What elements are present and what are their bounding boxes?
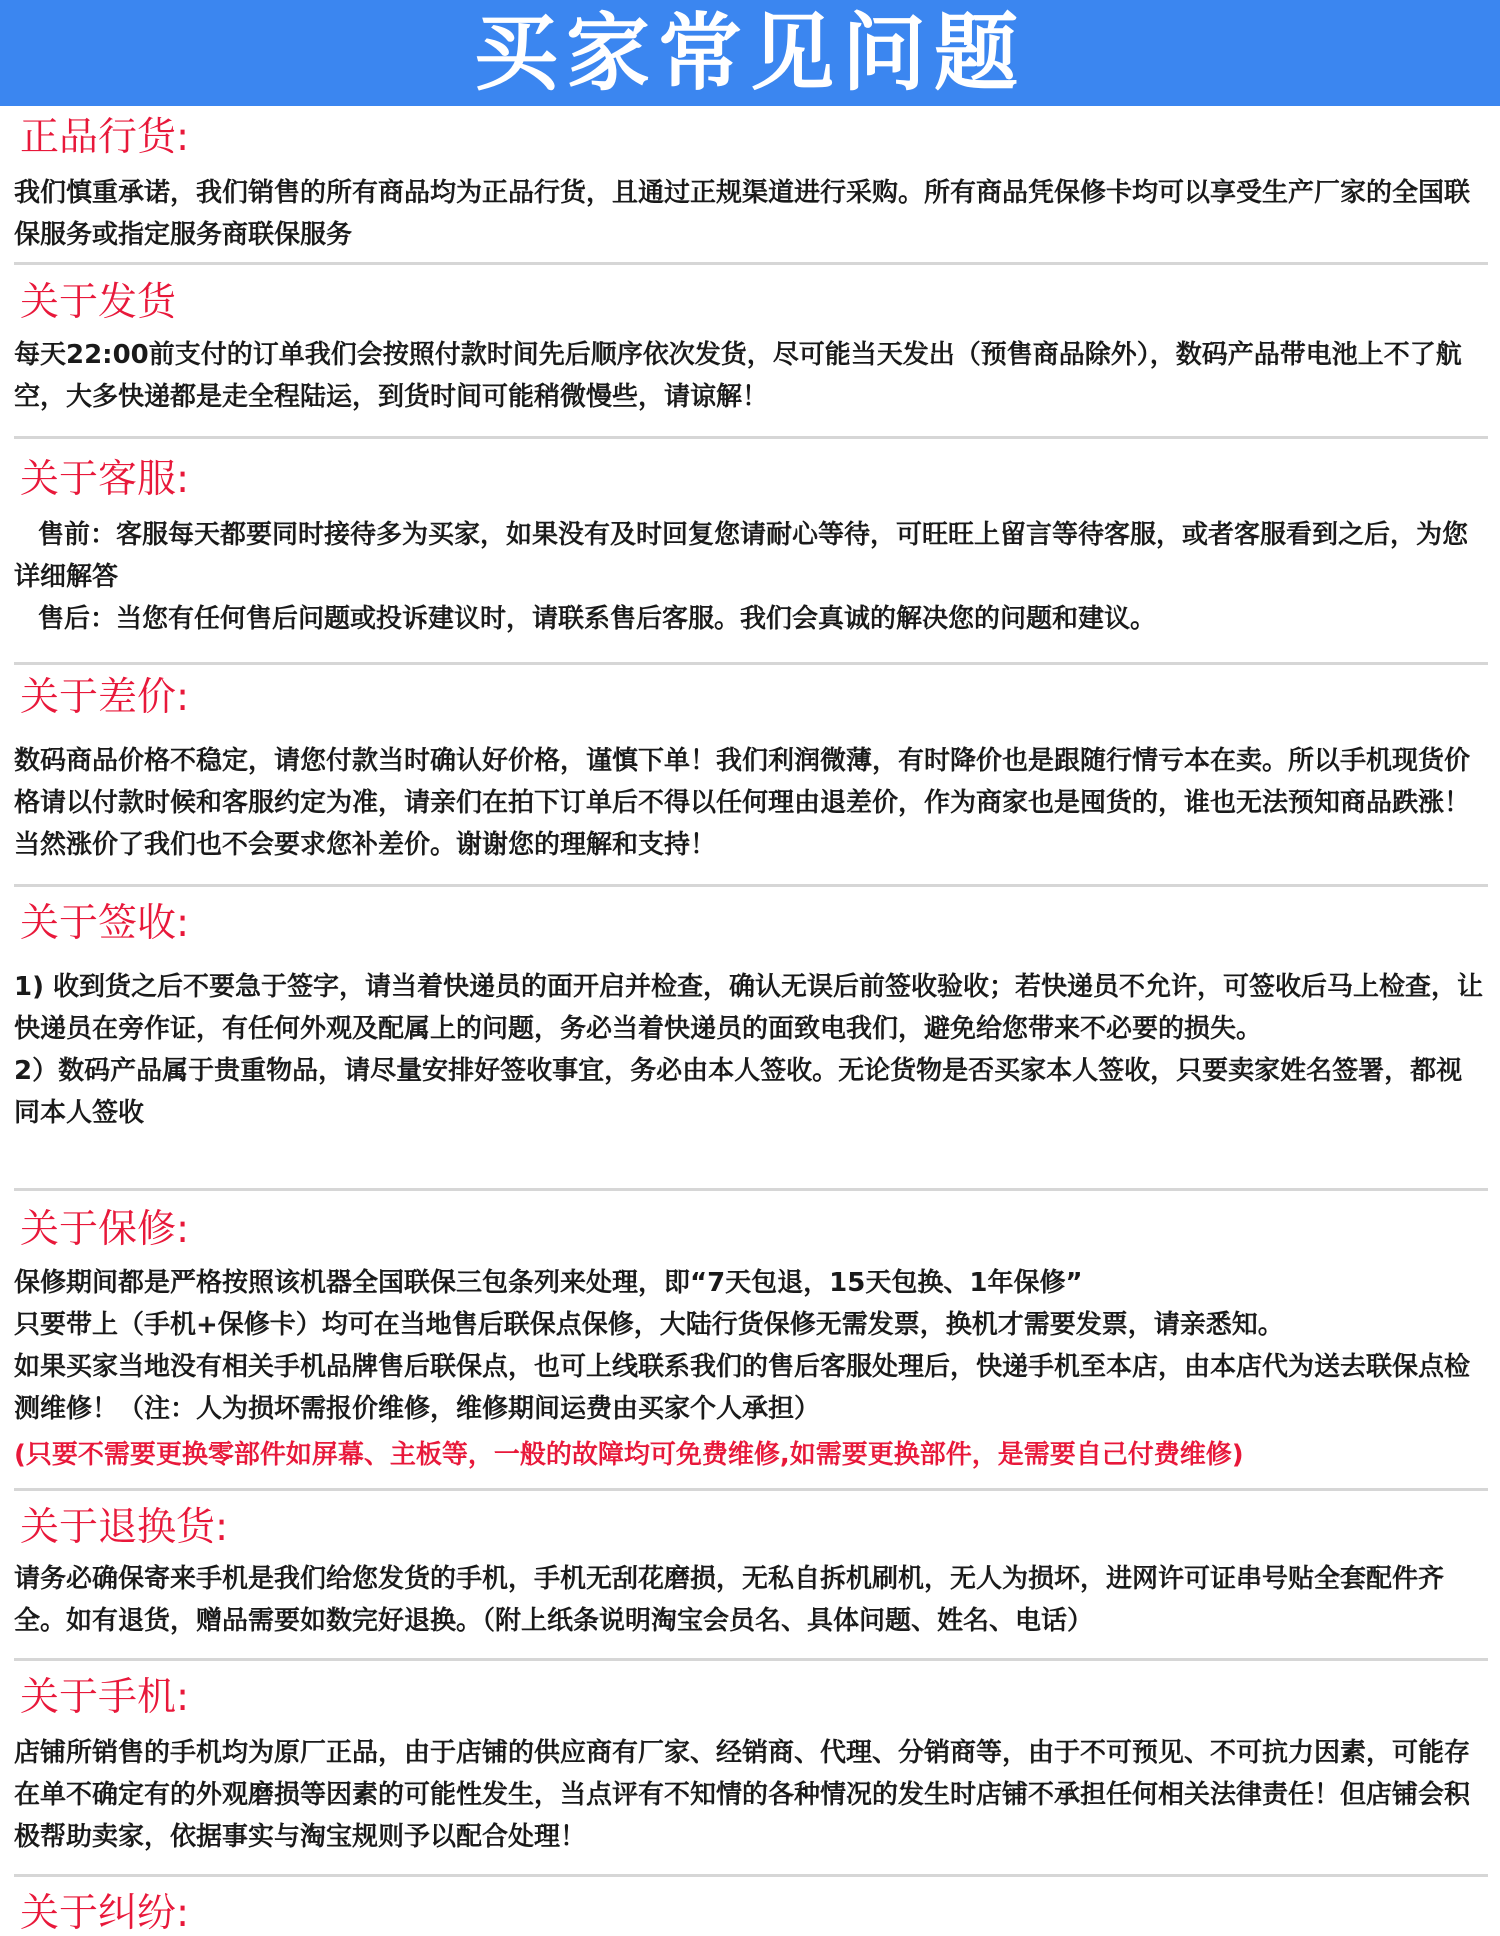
section-body-delivery-signing xyxy=(14,966,1488,1134)
section-title-phones: 关于手机: xyxy=(20,1675,190,1720)
header-banner xyxy=(0,0,1500,106)
paragraph: 如果买家当地没有相关手机品牌售后联保点，也可上线联系我们的售后客服处理后，快递手机至本店，由本店代为送去联保点检测维修！（注：人为损坏需报价维修，维修期间运费由买家个人承担） xyxy=(14,1352,1471,1424)
section-body-customer-service xyxy=(14,514,1488,640)
section-divider xyxy=(14,1658,1488,1661)
warranty-note: (只要不需要更换零部件如屏幕、主板等，一般的故障均可免费维修,如需要更换部件，是需要自己付费维修) xyxy=(14,1440,1244,1470)
paragraph: 售后：当您有任何售后问题或投诉建议时，请联系售后客服。我们会真诚的解决您的问题和建议。 xyxy=(38,604,1157,634)
paragraph: 店铺所销售的手机均为原厂正品，由于店铺的供应商有厂家、经销商、代理、分销商等，由于不可预见、不可抗力因素，可能存在单不确定有的外观磨损等因素的可能性发生，当点评有不知情的各种情况的发生时店铺不承担任何相关法律责任！但店铺会积极帮助卖家，依据事实与淘宝规则予以配合处理！ xyxy=(14,1738,1471,1852)
paragraph: 1) 收到货之后不要急于签字，请当着快递员的面开启并检查，确认无误后前签收验收；若快递员不允许，可签收后马上检查，让快递员在旁作证，有任何外观及配属上的问题，务必当着快递员的面致电我们，避免给您带来不必要的损失。 xyxy=(14,972,1484,1044)
section-divider xyxy=(14,1488,1488,1491)
section-title-delivery-signing: 关于签收: xyxy=(20,901,190,946)
section-divider xyxy=(14,1188,1488,1191)
section-divider xyxy=(14,262,1488,265)
section-body-phones xyxy=(14,1732,1488,1858)
section-title-price-difference: 关于差价: xyxy=(20,675,190,720)
section-body-warranty xyxy=(14,1262,1488,1476)
section-divider xyxy=(14,662,1488,665)
section-title-shipping: 关于发货 xyxy=(20,280,177,325)
paragraph: 售前：客服每天都要同时接待多为买家，如果没有及时回复您请耐心等待，可旺旺上留言等待客服，或者客服看到之后，为您详细解答 xyxy=(14,520,1469,592)
paragraph: 请务必确保寄来手机是我们给您发货的手机，手机无刮花磨损，无私自拆机刷机，无人为损坏，进网许可证串号贴全套配件齐全。如有退货，赠品需要如数完好退换。（附上纸条说明淘宝会员名、具体问题、姓名、电话） xyxy=(14,1564,1445,1636)
paragraph: 2）数码产品属于贵重物品，请尽量安排好签收事宜，务必由本人签收。无论货物是否买家本人签收，只要卖家姓名签署，都视同本人签收 xyxy=(14,1056,1463,1128)
section-title-genuine: 正品行货: xyxy=(20,115,190,160)
section-body-genuine xyxy=(14,172,1488,256)
section-title-warranty: 关于保修: xyxy=(20,1207,190,1252)
section-title-customer-service: 关于客服: xyxy=(20,457,190,502)
paragraph: 每天22:00前支付的订单我们会按照付款时间先后顺序依次发货，尽可能当天发出（预售商品除外），数码产品带电池上不了航空，大多快递都是走全程陆运，到货时间可能稍微慢些，请谅解！ xyxy=(14,340,1462,412)
section-body-price-difference xyxy=(14,740,1488,866)
page-title: 买家常见问题 xyxy=(473,4,1026,102)
paragraph: 保修期间都是严格按照该机器全国联保三包条列来处理，即“7天包退，15天包换、1年保修” xyxy=(14,1268,1083,1298)
paragraph: 我们慎重承诺，我们销售的所有商品均为正品行货，且通过正规渠道进行采购。所有商品凭保修卡均可以享受生产厂家的全国联保服务或指定服务商联保服务 xyxy=(14,178,1471,250)
section-divider xyxy=(14,884,1488,887)
paragraph: 数码商品价格不稳定，请您付款当时确认好价格，谨慎下单！我们利润微薄，有时降价也是跟随行情亏本在卖。所以手机现货价格请以付款时候和客服约定为准，请亲们在拍下订单后不得以任何理由退差价，作为商家也是囤货的，谁也无法预知商品跌涨！当然涨价了我们也不会要求您补差价。谢谢您的理解和支持！ xyxy=(14,746,1471,860)
section-title-returns: 关于退换货: xyxy=(20,1505,229,1550)
section-divider xyxy=(14,1874,1488,1877)
paragraph: 只要带上（手机+保修卡）均可在当地售后联保点保修，大陆行货保修无需发票，换机才需要发票，请亲悉知。 xyxy=(14,1310,1284,1340)
section-body-shipping xyxy=(14,334,1488,418)
section-title-disputes: 关于纠纷: xyxy=(20,1891,190,1936)
section-body-returns xyxy=(14,1558,1488,1642)
section-divider xyxy=(14,436,1488,439)
